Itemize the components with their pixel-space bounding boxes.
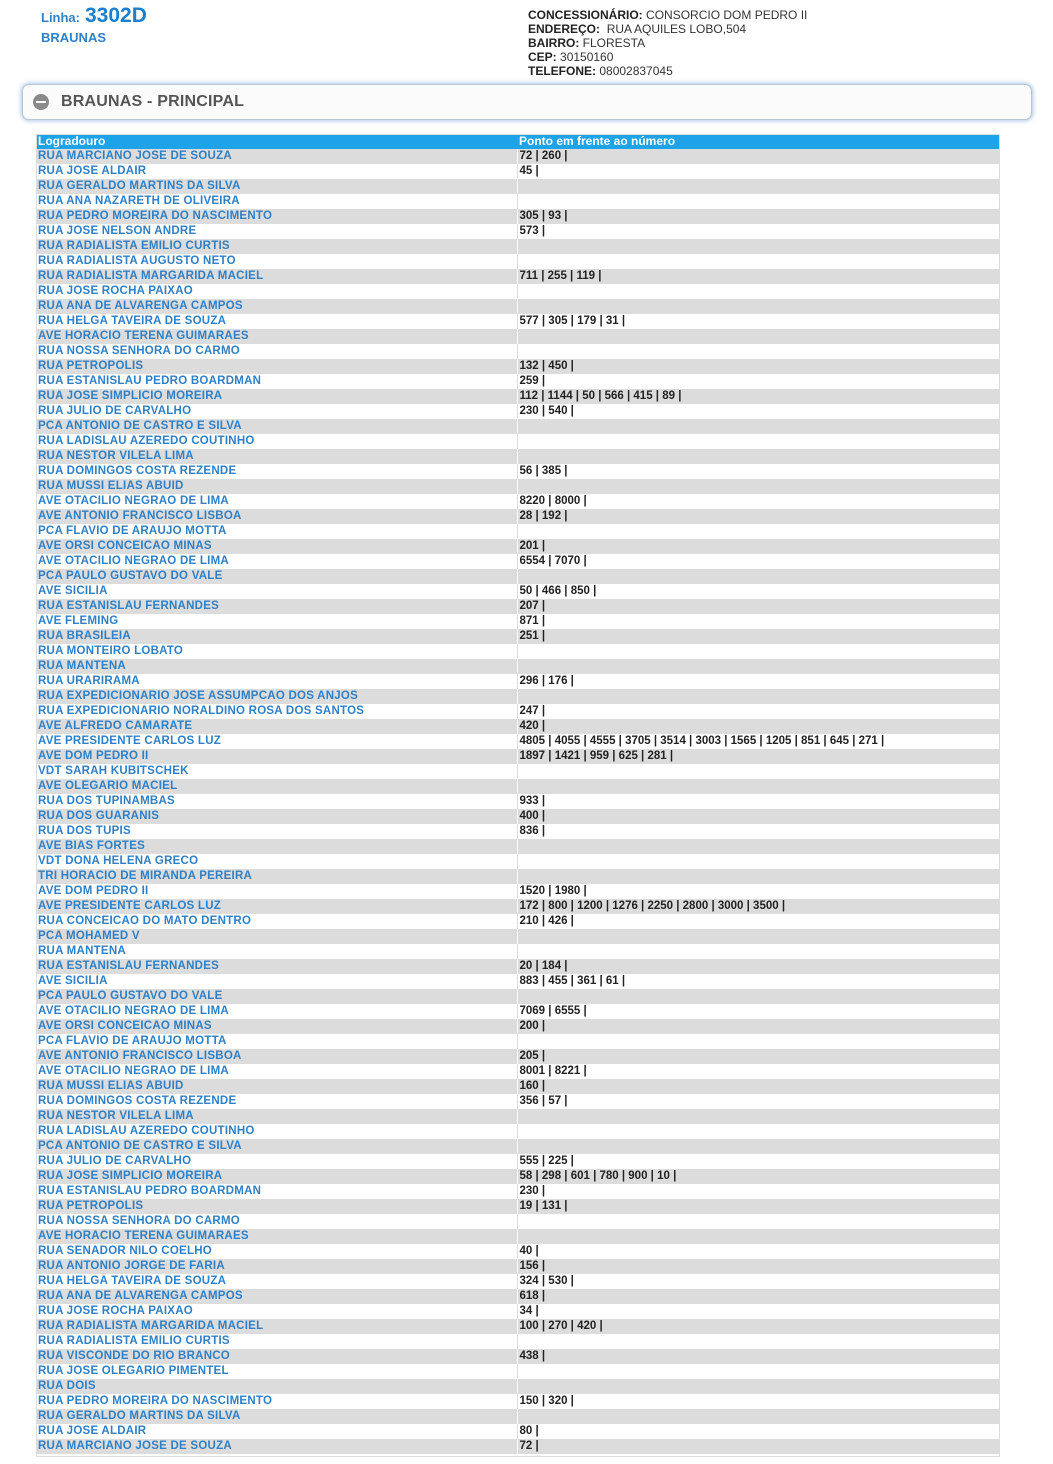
- street-link[interactable]: RUA JOSE SIMPLICIO MOREIRA: [36, 1169, 517, 1184]
- table-row: [36, 269, 1000, 284]
- street-link[interactable]: RUA JOSE OLEGARIO PIMENTEL: [36, 1364, 517, 1379]
- table-row: [36, 1364, 1000, 1379]
- stop-numbers: 28 | 192 |: [517, 509, 1000, 524]
- street-link[interactable]: AVE SICILIA: [36, 974, 517, 989]
- telefone-label: TELEFONE:: [528, 64, 596, 78]
- table-row: [36, 1184, 1000, 1199]
- stop-numbers: 156 |: [517, 1259, 1000, 1274]
- stop-numbers: 296 | 176 |: [517, 674, 1000, 689]
- table-row: [36, 389, 1000, 404]
- street-link[interactable]: AVE PRESIDENTE CARLOS LUZ: [36, 899, 517, 914]
- stop-numbers: 555 | 225 |: [517, 1154, 1000, 1169]
- table-row: [36, 1169, 1000, 1184]
- stop-numbers: [517, 449, 1000, 464]
- street-link[interactable]: AVE DOM PEDRO II: [36, 884, 517, 899]
- street-link[interactable]: RUA JOSE ALDAIR: [36, 1424, 517, 1439]
- stop-numbers: [517, 329, 1000, 344]
- street-link[interactable]: RUA URARIRAMA: [36, 674, 517, 689]
- table-row: [36, 224, 1000, 239]
- table-row: [36, 149, 1000, 164]
- table-row: [36, 929, 1000, 944]
- table-row: [36, 1319, 1000, 1334]
- street-link[interactable]: RUA DOIS: [36, 1379, 517, 1394]
- concessionario-value: CONSORCIO DOM PEDRO II: [646, 8, 808, 22]
- stop-numbers: [517, 434, 1000, 449]
- street-link[interactable]: RUA MONTEIRO LOBATO: [36, 644, 517, 659]
- table-row: [36, 179, 1000, 194]
- street-link[interactable]: RUA PETROPOLIS: [36, 359, 517, 374]
- street-link[interactable]: RUA CONCEICAO DO MATO DENTRO: [36, 914, 517, 929]
- table-row: [36, 854, 1000, 869]
- header-logradouro: Logradouro: [36, 134, 517, 149]
- street-link[interactable]: RUA JOSE SIMPLICIO MOREIRA: [36, 389, 517, 404]
- street-link[interactable]: RUA DOS TUPINAMBAS: [36, 794, 517, 809]
- stop-numbers: [517, 1229, 1000, 1244]
- stop-numbers: 883 | 455 | 361 | 61 |: [517, 974, 1000, 989]
- table-row: [36, 914, 1000, 929]
- stop-numbers: 8220 | 8000 |: [517, 494, 1000, 509]
- stop-numbers: 305 | 93 |: [517, 209, 1000, 224]
- street-link[interactable]: RUA MUSSI ELIAS ABUID: [36, 479, 517, 494]
- street-link[interactable]: RUA JULIO DE CARVALHO: [36, 404, 517, 419]
- stop-numbers: 438 |: [517, 1349, 1000, 1364]
- stop-numbers: 45 |: [517, 164, 1000, 179]
- table-row: [36, 509, 1000, 524]
- stop-numbers: 19 | 131 |: [517, 1199, 1000, 1214]
- table-row: [36, 1094, 1000, 1109]
- table-row: [36, 1019, 1000, 1034]
- stop-numbers: 40 |: [517, 1244, 1000, 1259]
- stop-numbers: 400 |: [517, 809, 1000, 824]
- stop-numbers: [517, 299, 1000, 314]
- table-row: [36, 209, 1000, 224]
- table-row: [36, 659, 1000, 674]
- table-row: [36, 749, 1000, 764]
- stop-numbers: [517, 989, 1000, 1004]
- table-row: [36, 359, 1000, 374]
- street-link[interactable]: RUA RADIALISTA EMILIO CURTIS: [36, 239, 517, 254]
- table-row: [36, 1244, 1000, 1259]
- street-link[interactable]: VDT SARAH KUBITSCHEK: [36, 764, 517, 779]
- street-link[interactable]: PCA ANTONIO DE CASTRO E SILVA: [36, 419, 517, 434]
- bairro-row: [528, 36, 807, 50]
- street-link[interactable]: PCA FLAVIO DE ARAUJO MOTTA: [36, 524, 517, 539]
- table-row: [36, 299, 1000, 314]
- stop-numbers: 34 |: [517, 1304, 1000, 1319]
- street-link[interactable]: RUA ANA NAZARETH DE OLIVEIRA: [36, 194, 517, 209]
- table-row: [36, 1034, 1000, 1049]
- street-link[interactable]: RUA LADISLAU AZEREDO COUTINHO: [36, 434, 517, 449]
- street-link[interactable]: AVE ALFREDO CAMARATE: [36, 719, 517, 734]
- stop-numbers: 230 | 540 |: [517, 404, 1000, 419]
- stop-numbers: 711 | 255 | 119 |: [517, 269, 1000, 284]
- street-link[interactable]: RUA NESTOR VILELA LIMA: [36, 449, 517, 464]
- endereco-label: ENDEREÇO:: [528, 22, 601, 36]
- street-link[interactable]: RUA PETROPOLIS: [36, 1199, 517, 1214]
- street-link[interactable]: RUA MUSSI ELIAS ABUID: [36, 1079, 517, 1094]
- endereco-row: [528, 22, 807, 36]
- stop-numbers: 618 |: [517, 1289, 1000, 1304]
- stop-numbers: 172 | 800 | 1200 | 1276 | 2250 | 2800 | 3000 | 3500 |: [517, 899, 1000, 914]
- street-link[interactable]: AVE ANTONIO FRANCISCO LISBOA: [36, 509, 517, 524]
- street-link[interactable]: AVE OTACILIO NEGRAO DE LIMA: [36, 1064, 517, 1079]
- stop-numbers: [517, 779, 1000, 794]
- table-row: [36, 599, 1000, 614]
- table-row: [36, 734, 1000, 749]
- section-toggle[interactable]: [22, 84, 1032, 120]
- street-link[interactable]: PCA PAULO GUSTAVO DO VALE: [36, 989, 517, 1004]
- header-ponto: Ponto em frente ao número: [517, 134, 1000, 149]
- table-row: [36, 764, 1000, 779]
- cep-label: CEP:: [528, 50, 557, 64]
- table-row: [36, 1439, 1000, 1454]
- stop-numbers: [517, 1109, 1000, 1124]
- street-link[interactable]: AVE ANTONIO FRANCISCO LISBOA: [36, 1049, 517, 1064]
- street-link[interactable]: PCA MOHAMED V: [36, 929, 517, 944]
- stop-numbers: [517, 419, 1000, 434]
- table-row: [36, 254, 1000, 269]
- stop-numbers: 4805 | 4055 | 4555 | 3705 | 3514 | 3003 | 1565 | 1205 | 851 | 645 | 271 |: [517, 734, 1000, 749]
- table-row: [36, 974, 1000, 989]
- street-link[interactable]: RUA ESTANISLAU FERNANDES: [36, 959, 517, 974]
- street-link[interactable]: RUA BRASILEIA: [36, 629, 517, 644]
- street-link[interactable]: RUA LADISLAU AZEREDO COUTINHO: [36, 1124, 517, 1139]
- street-link[interactable]: AVE OTACILIO NEGRAO DE LIMA: [36, 554, 517, 569]
- street-link[interactable]: AVE PRESIDENTE CARLOS LUZ: [36, 734, 517, 749]
- street-link[interactable]: RUA ANA DE ALVARENGA CAMPOS: [36, 299, 517, 314]
- street-link[interactable]: RUA JOSE ROCHA PAIXAO: [36, 284, 517, 299]
- street-link[interactable]: RUA DOS GUARANIS: [36, 809, 517, 824]
- stop-numbers: 58 | 298 | 601 | 780 | 900 | 10 |: [517, 1169, 1000, 1184]
- stop-numbers: [517, 1409, 1000, 1424]
- table-row: [36, 884, 1000, 899]
- table-row: [36, 1199, 1000, 1214]
- table-row: [36, 479, 1000, 494]
- table-row: [36, 524, 1000, 539]
- stop-numbers: [517, 1334, 1000, 1349]
- street-link[interactable]: AVE DOM PEDRO II: [36, 749, 517, 764]
- stop-numbers: 1897 | 1421 | 959 | 625 | 281 |: [517, 749, 1000, 764]
- stop-numbers: [517, 929, 1000, 944]
- stop-numbers: 230 |: [517, 1184, 1000, 1199]
- table-row: [36, 1424, 1000, 1439]
- table-row: [36, 1394, 1000, 1409]
- stop-numbers: [517, 1124, 1000, 1139]
- street-link[interactable]: AVE BIAS FORTES: [36, 839, 517, 854]
- table-row: [36, 434, 1000, 449]
- stop-numbers: 247 |: [517, 704, 1000, 719]
- stop-numbers: [517, 1379, 1000, 1394]
- stop-numbers: 324 | 530 |: [517, 1274, 1000, 1289]
- table-row: [36, 794, 1000, 809]
- street-link[interactable]: RUA RADIALISTA AUGUSTO NETO: [36, 254, 517, 269]
- table-row: [36, 464, 1000, 479]
- stop-numbers: 836 |: [517, 824, 1000, 839]
- table-row: [36, 1229, 1000, 1244]
- table-row: [36, 554, 1000, 569]
- street-link[interactable]: RUA EXPEDICIONARIO NORALDINO ROSA DOS SANTOS: [36, 704, 517, 719]
- stop-numbers: 207 |: [517, 599, 1000, 614]
- stop-numbers: [517, 1214, 1000, 1229]
- stop-numbers: [517, 239, 1000, 254]
- stop-numbers: 8001 | 8221 |: [517, 1064, 1000, 1079]
- street-link[interactable]: RUA DOMINGOS COSTA REZENDE: [36, 464, 517, 479]
- street-link[interactable]: RUA JOSE ALDAIR: [36, 164, 517, 179]
- stop-numbers: 132 | 450 |: [517, 359, 1000, 374]
- stop-numbers: [517, 569, 1000, 584]
- street-link[interactable]: RUA HELGA TAVEIRA DE SOUZA: [36, 314, 517, 329]
- table-row: [36, 194, 1000, 209]
- stop-numbers: [517, 524, 1000, 539]
- table-row: [36, 1214, 1000, 1229]
- stop-numbers: [517, 689, 1000, 704]
- table-row: [36, 1064, 1000, 1079]
- street-link[interactable]: RUA JULIO DE CARVALHO: [36, 1154, 517, 1169]
- stop-numbers: 210 | 426 |: [517, 914, 1000, 929]
- table-row: [36, 869, 1000, 884]
- stop-numbers: 150 | 320 |: [517, 1394, 1000, 1409]
- section-title: BRAUNAS - PRINCIPAL: [61, 93, 245, 110]
- stop-numbers: [517, 1364, 1000, 1379]
- line-name: BRAUNAS: [41, 30, 106, 45]
- table-row: [36, 419, 1000, 434]
- table-row: [36, 944, 1000, 959]
- stop-numbers: 201 |: [517, 539, 1000, 554]
- stop-numbers: [517, 644, 1000, 659]
- table-row: [36, 644, 1000, 659]
- stop-numbers: 200 |: [517, 1019, 1000, 1034]
- table-row: [36, 674, 1000, 689]
- route-table: [36, 134, 1000, 1454]
- telefone-value: 08002837045: [599, 64, 673, 78]
- table-row: [36, 1274, 1000, 1289]
- stop-numbers: 251 |: [517, 629, 1000, 644]
- stop-numbers: 56 | 385 |: [517, 464, 1000, 479]
- street-link[interactable]: RUA NOSSA SENHORA DO CARMO: [36, 344, 517, 359]
- table-row: [36, 1079, 1000, 1094]
- stop-numbers: 573 |: [517, 224, 1000, 239]
- table-row: [36, 719, 1000, 734]
- street-link[interactable]: RUA GERALDO MARTINS DA SILVA: [36, 1409, 517, 1424]
- stop-numbers: [517, 854, 1000, 869]
- street-link[interactable]: RUA NESTOR VILELA LIMA: [36, 1109, 517, 1124]
- table-row: [36, 374, 1000, 389]
- stop-numbers: [517, 944, 1000, 959]
- stop-numbers: [517, 1139, 1000, 1154]
- table-row: [36, 704, 1000, 719]
- stop-numbers: 933 |: [517, 794, 1000, 809]
- cep-value: 30150160: [560, 50, 614, 64]
- table-body: [36, 149, 1000, 1454]
- line-header: [41, 4, 147, 45]
- stop-numbers: [517, 254, 1000, 269]
- street-link[interactable]: RUA MANTENA: [36, 659, 517, 674]
- stop-numbers: [517, 764, 1000, 779]
- table-row: [36, 614, 1000, 629]
- street-link[interactable]: RUA MARCIANO JOSE DE SOUZA: [36, 1439, 517, 1454]
- stop-numbers: 1520 | 1980 |: [517, 884, 1000, 899]
- table-row: [36, 959, 1000, 974]
- street-link[interactable]: AVE HORACIO TERENA GUIMARAES: [36, 329, 517, 344]
- table-row: [36, 569, 1000, 584]
- street-link[interactable]: VDT DONA HELENA GRECO: [36, 854, 517, 869]
- stop-numbers: 80 |: [517, 1424, 1000, 1439]
- street-link[interactable]: RUA ESTANISLAU PEDRO BOARDMAN: [36, 374, 517, 389]
- table-row: [36, 314, 1000, 329]
- stop-numbers: 72 | 260 |: [517, 149, 1000, 164]
- table-row: [36, 1124, 1000, 1139]
- street-link[interactable]: RUA DOS TUPIS: [36, 824, 517, 839]
- street-link[interactable]: RUA PEDRO MOREIRA DO NASCIMENTO: [36, 209, 517, 224]
- line-label: Linha:: [41, 10, 80, 25]
- street-link[interactable]: RUA ESTANISLAU FERNANDES: [36, 599, 517, 614]
- table-row: [36, 239, 1000, 254]
- street-link[interactable]: AVE OTACILIO NEGRAO DE LIMA: [36, 1004, 517, 1019]
- stop-numbers: [517, 1034, 1000, 1049]
- street-link[interactable]: RUA RADIALISTA MARGARIDA MACIEL: [36, 269, 517, 284]
- street-link[interactable]: RUA VISCONDE DO RIO BRANCO: [36, 1349, 517, 1364]
- minus-circle-icon[interactable]: [33, 94, 49, 110]
- stop-numbers: 259 |: [517, 374, 1000, 389]
- street-link[interactable]: RUA SENADOR NILO COELHO: [36, 1244, 517, 1259]
- street-link[interactable]: TRI HORACIO DE MIRANDA PEREIRA: [36, 869, 517, 884]
- stop-numbers: 20 | 184 |: [517, 959, 1000, 974]
- table-row: [36, 1304, 1000, 1319]
- stop-numbers: [517, 659, 1000, 674]
- table-row: [36, 824, 1000, 839]
- street-link[interactable]: RUA NOSSA SENHORA DO CARMO: [36, 1214, 517, 1229]
- stop-numbers: 160 |: [517, 1079, 1000, 1094]
- stop-numbers: 7069 | 6555 |: [517, 1004, 1000, 1019]
- street-link[interactable]: RUA DOMINGOS COSTA REZENDE: [36, 1094, 517, 1109]
- table-row: [36, 1379, 1000, 1394]
- street-link[interactable]: RUA JOSE NELSON ANDRE: [36, 224, 517, 239]
- table-row: [36, 839, 1000, 854]
- stop-numbers: [517, 179, 1000, 194]
- stop-numbers: [517, 284, 1000, 299]
- table-row: [36, 809, 1000, 824]
- table-row: [36, 1109, 1000, 1124]
- stop-numbers: [517, 479, 1000, 494]
- street-link[interactable]: AVE HORACIO TERENA GUIMARAES: [36, 1229, 517, 1244]
- table-row: [36, 689, 1000, 704]
- table-row: [36, 1334, 1000, 1349]
- stop-numbers: 420 |: [517, 719, 1000, 734]
- stop-numbers: [517, 344, 1000, 359]
- table-row: [36, 329, 1000, 344]
- concessionario-row: [528, 8, 807, 22]
- bairro-value: FLORESTA: [582, 36, 646, 50]
- stop-numbers: [517, 194, 1000, 209]
- table-row: [36, 1409, 1000, 1424]
- table-row: [36, 449, 1000, 464]
- table-row: [36, 164, 1000, 179]
- bairro-label: BAIRRO:: [528, 36, 580, 50]
- table-row: [36, 1259, 1000, 1274]
- stop-numbers: 871 |: [517, 614, 1000, 629]
- street-link[interactable]: AVE OTACILIO NEGRAO DE LIMA: [36, 494, 517, 509]
- table-row: [36, 1004, 1000, 1019]
- street-link[interactable]: RUA MANTENA: [36, 944, 517, 959]
- cep-row: [528, 50, 807, 64]
- stop-numbers: 6554 | 7070 |: [517, 554, 1000, 569]
- table-row: [36, 344, 1000, 359]
- street-link[interactable]: PCA PAULO GUSTAVO DO VALE: [36, 569, 517, 584]
- telefone-row: [528, 64, 807, 78]
- table-row: [36, 584, 1000, 599]
- street-link[interactable]: RUA PEDRO MOREIRA DO NASCIMENTO: [36, 1394, 517, 1409]
- street-link[interactable]: RUA MARCIANO JOSE DE SOUZA: [36, 149, 517, 164]
- street-link[interactable]: RUA RADIALISTA MARGARIDA MACIEL: [36, 1319, 517, 1334]
- street-link[interactable]: RUA JOSE ROCHA PAIXAO: [36, 1304, 517, 1319]
- street-link[interactable]: AVE SICILIA: [36, 584, 517, 599]
- table-row: [36, 779, 1000, 794]
- stop-numbers: [517, 869, 1000, 884]
- stop-numbers: 50 | 466 | 850 |: [517, 584, 1000, 599]
- street-link[interactable]: AVE OLEGARIO MACIEL: [36, 779, 517, 794]
- street-link[interactable]: RUA ANTONIO JORGE DE FARIA: [36, 1259, 517, 1274]
- street-link[interactable]: AVE ORSI CONCEICAO MINAS: [36, 1019, 517, 1034]
- street-link[interactable]: RUA HELGA TAVEIRA DE SOUZA: [36, 1274, 517, 1289]
- street-link[interactable]: PCA FLAVIO DE ARAUJO MOTTA: [36, 1034, 517, 1049]
- street-link[interactable]: RUA ESTANISLAU PEDRO BOARDMAN: [36, 1184, 517, 1199]
- stop-numbers: 356 | 57 |: [517, 1094, 1000, 1109]
- stop-numbers: 205 |: [517, 1049, 1000, 1064]
- stop-numbers: 72 |: [517, 1439, 1000, 1454]
- street-link[interactable]: AVE ORSI CONCEICAO MINAS: [36, 539, 517, 554]
- table-row: [36, 899, 1000, 914]
- table-row: [36, 494, 1000, 509]
- stop-numbers: 100 | 270 | 420 |: [517, 1319, 1000, 1334]
- street-link[interactable]: RUA RADIALISTA EMILIO CURTIS: [36, 1334, 517, 1349]
- street-link[interactable]: RUA GERALDO MARTINS DA SILVA: [36, 179, 517, 194]
- stop-numbers: [517, 839, 1000, 854]
- table-row: [36, 989, 1000, 1004]
- street-link[interactable]: RUA EXPEDICIONARIO JOSE ASSUMPCAO DOS ANJOS: [36, 689, 517, 704]
- table-row: [36, 284, 1000, 299]
- concessionario-label: CONCESSIONÁRIO:: [528, 8, 643, 22]
- table-row: [36, 1049, 1000, 1064]
- street-link[interactable]: RUA ANA DE ALVARENGA CAMPOS: [36, 1289, 517, 1304]
- street-link[interactable]: PCA ANTONIO DE CASTRO E SILVA: [36, 1139, 517, 1154]
- table-header-row: [36, 134, 1000, 149]
- stop-numbers: 112 | 1144 | 50 | 566 | 415 | 89 |: [517, 389, 1000, 404]
- company-info: [528, 8, 807, 78]
- table-row: [36, 1349, 1000, 1364]
- table-row: [36, 404, 1000, 419]
- table-row: [36, 629, 1000, 644]
- endereco-value: RUA AQUILES LOBO,504: [606, 22, 747, 36]
- line-code: 3302D: [85, 4, 147, 27]
- table-row: [36, 539, 1000, 554]
- street-link[interactable]: AVE FLEMING: [36, 614, 517, 629]
- table-row: [36, 1289, 1000, 1304]
- stop-numbers: 577 | 305 | 179 | 31 |: [517, 314, 1000, 329]
- table-row: [36, 1139, 1000, 1154]
- table-row: [36, 1154, 1000, 1169]
